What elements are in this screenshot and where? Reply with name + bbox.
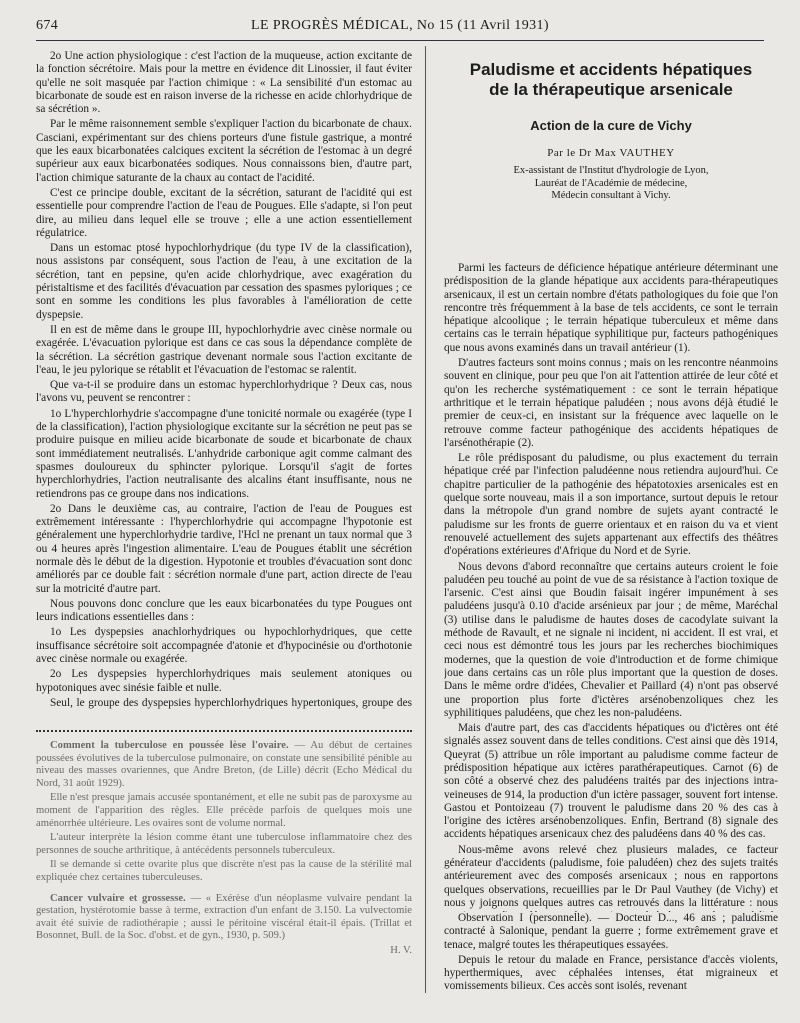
left-column (36, 50, 412, 710)
paragraph: C'est ce principe double, excitant de la sécrétion, saturant de l'acidité qui est essentielle pour comprendre l'action de l'eau de Pougues. Elle s'adapte, si l'on peut dire, au milieu dans lequel elle se trouve ; elle a une action essentiellement régulatrice. (36, 186, 412, 239)
title-line-1: Paludisme et accidents hépatiques (469, 60, 753, 79)
paragraph: Nous pouvons donc conclure que les eaux bicarbonatées du type Pougues ont leurs indications essentielles dans : (36, 597, 412, 624)
header-rule (36, 40, 764, 41)
article-header (444, 50, 778, 260)
section-separator (36, 730, 412, 732)
column-divider (425, 46, 426, 993)
paragraph: Depuis le retour du malade en France, persistance d'accès violents, hyperthermiques, avec céphalées intenses, état migraineux et vomissements bilieux. Ces accès sont isolés, revenant (444, 953, 778, 993)
paragraph: Dans un estomac ptosé hypochlorhydrique (du type IV de la classification), nous assistons par conséquent, sous l'action de l'eau, à une excitation de la sécrétion, tant en pepsine, qu'en acide chlorhydrique, avec exagération du péristaltisme et des facilités d'évacuation par cessation des spasmes pyloriques ; ce sont en somme les conditions les plus favorables à l'amélioration de cette dyspepsie. (36, 242, 412, 321)
paragraph: Que va-t-il se produire dans un estomac hyperchlorhydrique ? Deux cas, nous l'avons vu, peuvent se rencontrer : (36, 379, 412, 405)
observation-section (444, 912, 778, 1016)
note-title: Comment la tuberculose en poussée lèse l'ovaire. (50, 740, 289, 751)
paragraph: 1o Les dyspepsies anachlorhydriques ou hypochlorhydriques, que cette insuffisance sécrétoire soit accompagnée d'atonie et d'hypocinésie ou d'orthotonie avec cinèse normale ou exagérée. (36, 626, 412, 666)
affiliation-line: Lauréat de l'Académie de médecine, (534, 177, 688, 189)
affiliation-line: Ex-assistant de l'Institut d'hydrologie de Lyon, (513, 165, 709, 176)
paragraph: Parmi les facteurs de déficience hépatique antérieure déterminant une prédisposition de la glande hépatique aux accidents para-thérapeutiques arsenicaux, il est un certain nombre d'états pathologiques du foie que l'on rencontre très fréquemment à la base de tels accidents, ce sont le terrain hépatique alcoolique ; le terrain hépatique tuberculeux et même dans certains cas le terrain hépatique syphilitique pur, facteurs pathogéniques que nous avons examinés dans un travail antérieur (1). (444, 262, 778, 354)
paragraph: Il en est de même dans le groupe III, hypochlorhydrie avec cinèse normale ou exagérée. L'évacuation pylorique est dans ce cas sous la dépendance complète de la sécrétion. La sécrétion gastrique devenant normale sous l'action excitante de l'eau, le jeu pylorique se rétablit et l'évacuation de l'estomac se ralentit. (36, 323, 412, 376)
paragraph: Il se demande si cette ovarite plus que discrète n'est pas la cause de la stérilité mal expliquée chez certaines tuberculeuses. (36, 859, 412, 883)
paragraph: 1o L'hyperchlorhydrie s'accompagne d'une tonicité normale ou exagérée (type I de la classification), l'action physiologique excitante sur la sécrétion ne peut pas se produire puisque en milieu acide bicarbonate de soude et bicarbonate de chaux sont immédiatement neutralisés. L'anhydride carbonique agit comme calmant des spasmes douloureux du sphincter pylorique. Lorsqu'il s'agit de fortes hyperchlorhydries, l'action neutralisante des alcalins étant insuffisante, nous ne retiendrons pas ce groupe dans nos indications. (36, 407, 412, 500)
paragraph: Mais d'autre part, des cas d'accidents hépatiques ou d'ictères ont été signalés assez souvent dans de telles conditions. C'est ainsi que dès 1914, Queyrat (5) attribue un rôle important au paludisme comme facteur de prédisposition hépatique aux ictères parathérapeutiques. Carnot (6) de son côté a observé chez des paludéens traités par des injections intra-veineuses de 914, la production d'un ictère passager, souvent fort intense. Gastou et Pontoizeau (7) trouvent le paludisme dans 20 % des cas à l'origine des ictères arsénobenzoliques. Enfin, Bertrand (8) signale des accidents hépatiques arsenicaux chez des paludéens dans 40 % des cas. (444, 722, 778, 841)
paragraph: Elle n'est presque jamais accusée spontanément, et elle ne subit pas de paroxysme au moment de l'apparition des règles. Elle précède parfois de quelques mois une aménorrhée ultérieure. Les ovaires sont de volume normal. (36, 792, 412, 829)
affiliation-line: Médecin consultant à Vichy. (551, 190, 671, 201)
signature: H. V. (390, 944, 412, 956)
note-text: — Au début de certaines poussées évolutives de la tuberculose pulmonaire, on constate une sensibilité pénible au niveau des masses ovariennes, que Andre Breton, (de Lille) décrit (Echo Médical du Nord, 31 août 1929). (36, 740, 412, 789)
author-affiliation (444, 165, 778, 203)
paragraph: 2o Dans le deuxième cas, au contraire, l'action de l'eau de Pougues est extrêmement intéressante : l'hyperchlorhydrie qui accompagne l'hypotonie est généralement une hyperchlorhydrie tardive, l'Hcl ne prenant un taux normal que 3 ou 4 heures après l'ingestion alimentaire. L'eau de Pougues établit une sécrétion normale dès le début de la digestion. Hypotonie et troubles d'évacuation sont donc améliorés par ce double fait : sécrétion normale d'une part, action directe de l'eau sur la motricité d'autre part. (36, 502, 412, 595)
paragraph: Le rôle prédisposant du paludisme, ou plus exactement du terrain hépatique créé par l'infection paludéenne nous retiendra aujourd'hui. Ce chapitre particulier de la pathogénie des hépatotoxies arsenicales est en quelque sorte nouveau, mais il a son importance, surtout depuis le retour dans la métropole d'un grand nombre de sujets ayant contracté le paludisme sur les fronts de guerre orientaux et en raison du va et vient renouvelé actuellement des sujets appartenant aux effectifs des théâtres d'opérations extérieures d'Afrique du Nord et de Syrie. (444, 452, 778, 558)
author-byline: Par le Dr Max VAUTHEY (547, 147, 675, 159)
paragraph: Par le même raisonnement semble s'expliquer l'action du bicarbonate de chaux. Casciani, expérimentant sur des chiens porteurs d'une fistule gastrique, a montré que les eaux bicarbonatées calciques excitent la sécrétion de l'estomac à un degré supérieur aux eaux bicarbonatées sodiques. Nous connaissons bien, d'autre part, l'action chimique saturante de la chaux au contact de l'acidité. (36, 118, 412, 184)
paragraph: L'auteur interprète la lésion comme étant une tuberculose inflammatoire chez des personnes de souche arthritique, à antécédents personnels tuberculeux. (36, 832, 412, 856)
journal-title: LE PROGRÈS MÉDICAL, No 15 (11 Avril 1931) (251, 18, 549, 33)
article-subtitle: Action de la cure de Vichy (530, 118, 692, 133)
paragraph: D'autres facteurs sont moins connus ; mais on les rencontre néanmoins souvent en clinique, pour peu que l'on ait l'attention attirée de leur côté et qu'on les recherche systématiquement : ce sont le terrain hépatique arthritique et le terrain hépatique paludéen ; nous avons déjà étudié le premier de ceux-ci, en insistant sur la fréquence avec laquelle on le retrouve comme facteur pathogénique des accidents hépatiques de l'arsénothérapie (2). (444, 357, 778, 449)
page-number: 674 (36, 18, 59, 33)
article-title (444, 60, 778, 100)
paragraph: 2o Les dyspepsies hyperchlorhydriques mais seulement atoniques ou hypotoniques avec sinésie faible et nulle. (36, 668, 412, 694)
note-cancer (36, 893, 412, 943)
note-title: Cancer vulvaire et grossesse. (50, 892, 186, 904)
title-line-2: de la thérapeutique arsenicale (489, 80, 733, 99)
paragraph: Seul, le groupe des dyspepsies hyperchlorhydriques hypertoniques, groupe des (50, 696, 412, 709)
running-header (36, 18, 764, 36)
paragraph: Nous-même avons relevé chez plusieurs malades, ce facteur générateur d'accidents (paludisme, foie paludéen) chez des sujets traités antérieurement avec des composés arsenicaux ; nous en rapportons quelques observations, recueillies par le Dr Paul Vauthey (de Vichy) et nous y joignons quelques autres cas retrouvés dans la littérature : nous (444, 843, 778, 909)
right-column (444, 262, 778, 912)
note-text: — « Exérèse d'un néoplasme vulvaire pendant la gestation, hystérotomie basse à terme, extraction d'un enfant de 3.150. La vulvectomie avait été suivie de radiothérapie ; aussi le péritoine viscéral était-il épais. (Trillat et Bosonnet, Bull. de la Soc. d'obst. et de gyn., 1930, p. 509.) (36, 892, 412, 942)
note-tuberculose (36, 740, 412, 790)
paragraph: Nous devons d'abord reconnaître que certains auteurs croient le foie paludéen peu touché au point de vue de sa résistance à l'action toxique de l'arsenic. C'est ainsi que Boudin faisait ingérer impunément à ses paludéens jusqu'à 0.10 d'acide arsénieux par jour ; de même, Maréchal (3) utilise dans le paludisme de hautes doses de cacodylate suivant la méthode de Ravault, et ne signale ni incident, ni accident. Il est vrai, et ceci nous est démontré tous les jours par les recherches biochimiques modernes, que la question de voie d'introduction et de forme chimique joue dans certains cas un rôle plus important que la question de doses. Dans le même ordre d'idées, Chevalier et Paillard (4) n'ont pas observé une proportion plus forte d'ictères arsénobenzoliques chez les syphilitiques paludéens, que chez les non-paludéens. (444, 560, 778, 719)
paragraph: Observation I (personnelle). — Docteur D..., 46 ans ; paludisme contracté à Salonique, pendant la guerre ; forme extrêmement grave et tenace, malgré toutes les thérapeutiques essayées. (444, 912, 778, 951)
left-bottom-notes (36, 720, 412, 1010)
paragraph: 2o Une action physiologique : c'est l'action de la muqueuse, action excitante de la fonction sécrétoire. Mais pour la mettre en évidence dit Linossier, il faut éviter qu'elle ne soit masquée par l'action chimique : « La sensibilité d'un estomac au bicarbonate de soude est en raison inverse de la richesse en acide chlorhydrique de sa sécrétion ». (36, 50, 412, 116)
